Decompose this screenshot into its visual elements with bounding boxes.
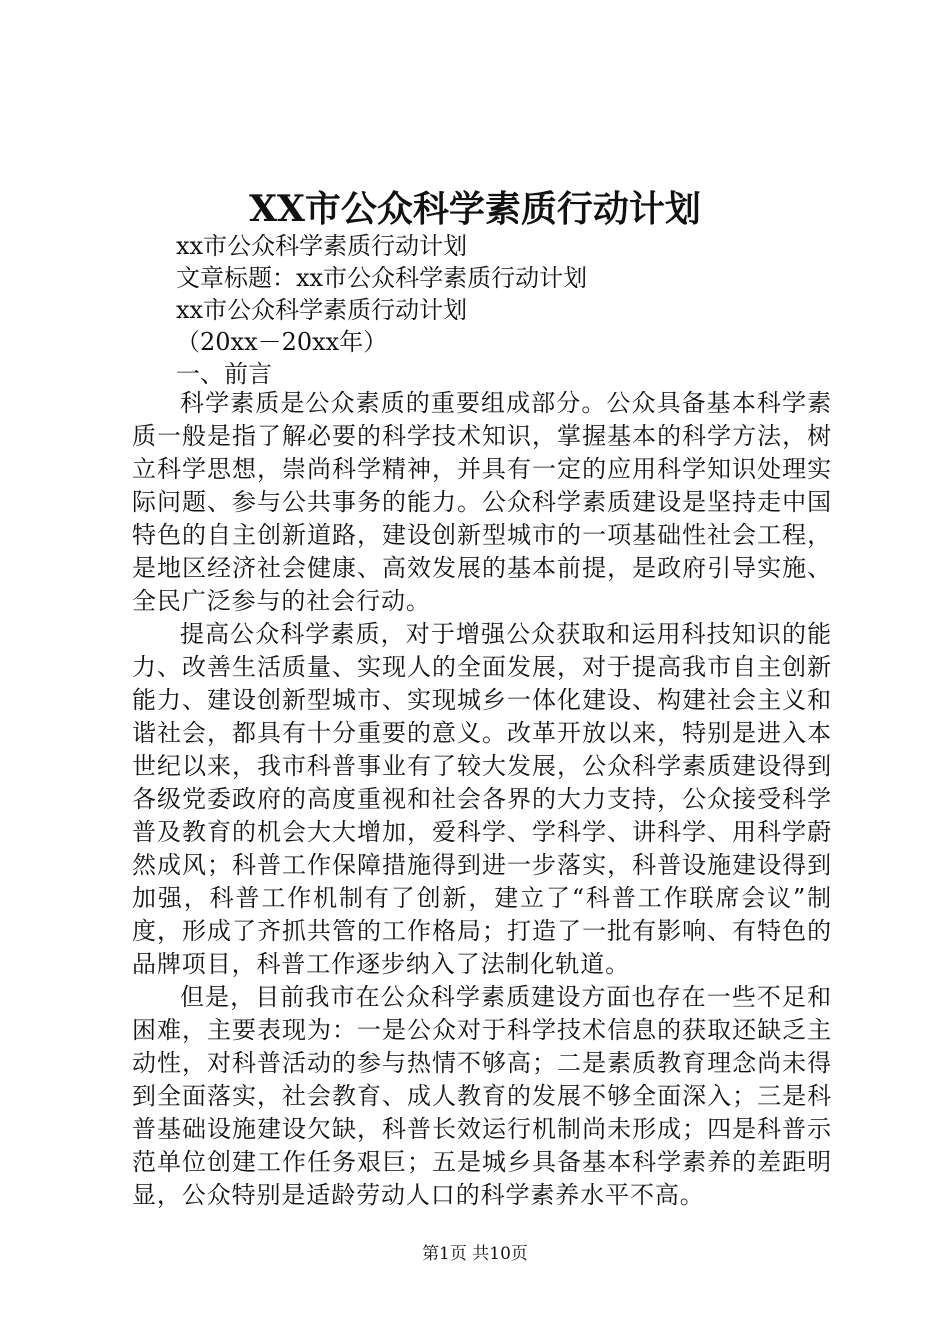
document-header-lines (176, 230, 876, 390)
year-range-line: （20xx－20xx年） (176, 328, 388, 356)
body-paragraph: 但是，目前我市在公众科学素质建设方面也存在一些不足和困难，主要表现为：一是公众对于科学技术信息的获取还缺乏主动性，对科普活动的参与热情不够高；二是素质教育理念尚未得到全面落实，社会教育、成人教育的发展不够全面深入；三是科普基础设施建设欠缺，科普长效运行机制尚未形成；四是科普示范单位创建工作任务艰巨；五是城乡具备基本科学素养的差距明显，公众特别是适龄劳动人口的科学素养水平不高。 (132, 983, 832, 1209)
body-paragraph: 提高公众科学素质，对于增强公众获取和运用科技知识的能力、改善生活质量、实现人的全面发展，对于提高我市自主创新能力、建设创新型城市、实现城乡一体化建设、构建社会主义和谐社会，都具有十分重要的意义。改革开放以来，特别是进入本世纪以来，我市科普事业有了较大发展，公众科学素质建设得到各级党委政府的高度重视和社会各界的大力支持，公众接受科学普及教育的机会大大增加，爱科学、学科学、讲科学、用科学蔚然成风；科普工作保障措施得到进一步落实，科普设施建设得到加强，科普工作机制有了创新，建立了“科普工作联席会议”制度，形成了齐抓共管的工作格局；打造了一批有影响、有特色的品牌项目，科普工作逐步纳入了法制化轨道。 (132, 620, 832, 978)
document-body (132, 387, 832, 1212)
section-heading: 一、前言 (176, 360, 272, 388)
subtitle-line: xx市公众科学素质行动计划 (176, 232, 468, 260)
page-footer: 第1页 共10页 (422, 1244, 528, 1264)
article-title-line: 文章标题：xx市公众科学素质行动计划 (176, 264, 588, 292)
plan-name-line: xx市公众科学素质行动计划 (176, 296, 468, 324)
body-paragraph: 科学素质是公众素质的重要组成部分。公众具备基本科学素质一般是指了解必要的科学技术知识，掌握基本的科学方法，树立科学思想，崇尚科学精神，并具有一定的应用科学知识处理实际问题、参与公共事务的能力。公众科学素质建设是坚持走中国特色的自主创新道路，建设创新型城市的一项基础性社会工程，是地区经济社会健康、高效发展的基本前提，是政府引导实施、全民广泛参与的社会行动。 (132, 389, 832, 615)
document-title: XX市公众科学素质行动计划 (249, 188, 701, 230)
